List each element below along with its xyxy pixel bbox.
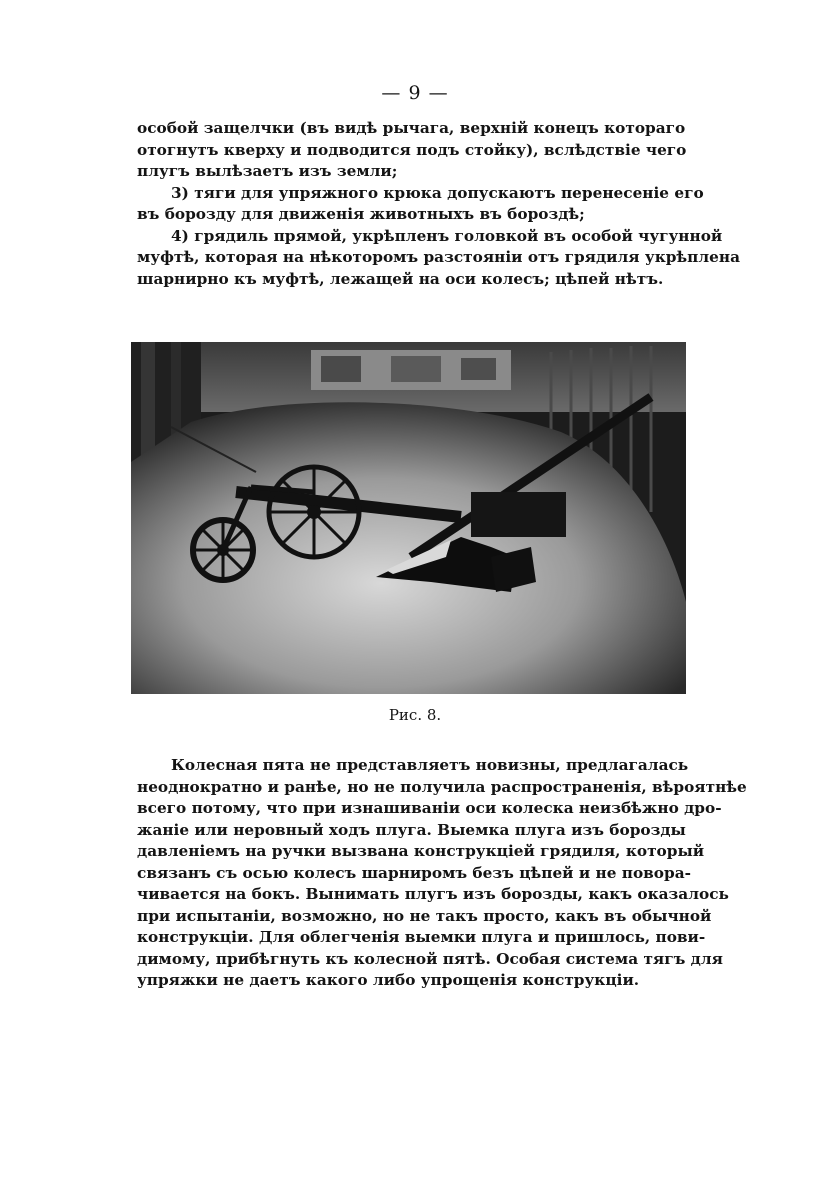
text-line: 4) грядиль прямой, укрѣпленъ головкой въ особой чугунной (171, 226, 723, 245)
text-line: при испытаніи, возможно, но не такъ просто, какъ въ обычной (137, 906, 712, 925)
text-line: упряжки не даетъ какого либо упрощенія конструкціи. (137, 971, 640, 989)
text-line: отогнутъ кверху и подводится подъ стойку), вслѣдствіе чего (137, 140, 687, 159)
text-line: 3) тяги для упряжного крюка допускаютъ перенесеніе его (171, 183, 704, 202)
lower-text-block (137, 755, 747, 992)
text-line: Колесная пята не представляетъ новизны, предлагалась (171, 756, 689, 774)
text-line: чивается на бокъ. Вынимать плугъ изъ борозды, какъ оказалось (137, 885, 729, 903)
text-line: особой защелчки (въ видѣ рычага, верхній конецъ котораго (137, 119, 686, 137)
figure-caption: Рис. 8. (388, 706, 442, 724)
text-line: конструкціи. Для облегченія выемки плуга и пришлось, пови- (137, 928, 706, 946)
text-line: плугъ вылѣзаетъ изъ земли; (137, 162, 398, 180)
plough-photo-icon (131, 342, 686, 694)
text-line: муфтѣ, которая на нѣкоторомъ разстояніи отъ грядиля укрѣплена (137, 248, 741, 266)
text-line: жаніе или неровный ходъ плуга. Выемка плуга изъ борозды (137, 820, 686, 839)
text-line: неоднократно и ранѣе, но не получила распространенія, вѣроятнѣе (137, 777, 747, 796)
text-line: въ борозду для движенія животныхъ въ бороздѣ; (137, 205, 585, 223)
plough-photograph (131, 342, 686, 694)
text-line: связанъ съ осью колесъ шарниромъ безъ цѣпей и не повора- (137, 863, 691, 882)
text-line: всего потому, что при изнашиваніи оси колеска неизбѣжно дро- (137, 799, 722, 817)
page-number: — 9 — (381, 82, 449, 104)
text-line: димому, прибѣгнуть къ колесной пятѣ. Особая система тягъ для (137, 949, 723, 968)
text-line: шарнирно къ муфтѣ, лежащей на оси колесъ; цѣпей нѣтъ. (137, 269, 664, 288)
text-line: давленіемъ на ручки вызвана конструкціей грядиля, который (137, 842, 705, 860)
upper-text-block (137, 118, 741, 290)
